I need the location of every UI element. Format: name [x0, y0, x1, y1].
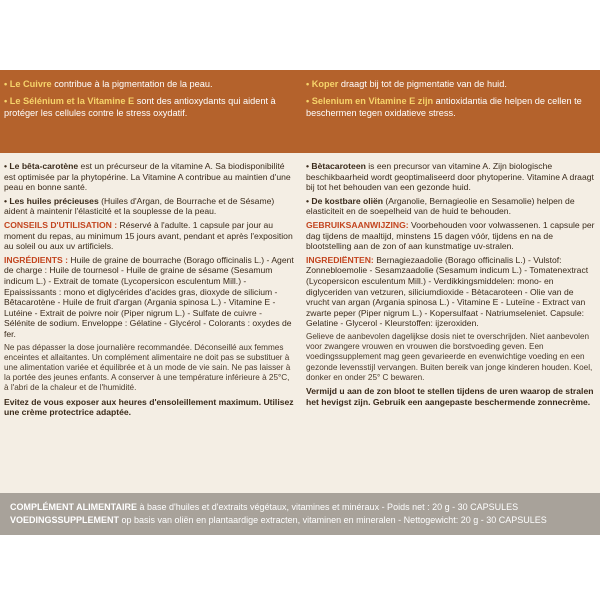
conseils-section: [4, 220, 295, 252]
product-line-nl: [10, 515, 547, 525]
ingredients-section-nl: [306, 255, 596, 329]
koper-text: draagt bij tot de pigmentatie van de huid.: [338, 79, 507, 89]
product-type-fr: COMPLÉMENT ALIMENTAIRE: [10, 502, 137, 512]
cuivre-claim: [4, 78, 294, 90]
selenium-text-nl: antioxidantia die helpen de cellen te beschermen tegen oxidatieve stress.: [306, 96, 582, 118]
beta-text-fr: est un précurseur de la vitamine A. Sa biodisponibilité est optimisée par la phytopérine. La Vitamine A contribue au maintien d'une peau en bonne santé.: [4, 161, 291, 193]
top-band-nl-column: [306, 78, 596, 124]
ingredients-title-fr: INGRÉDIENTS :: [4, 254, 68, 265]
olien-lead-nl: • De kostbare oliën: [306, 195, 384, 206]
cuivre-text: contribue à la pigmentation de la peau.: [51, 79, 213, 89]
koper-claim: [306, 78, 596, 90]
selenium-text-fr: sont des antioxydants qui aident à protéger les cellules contre le stress oxydatif.: [4, 96, 276, 118]
gebruik-title: GEBRUIKSAANWIJZING:: [306, 219, 409, 230]
gebruik-section: [306, 220, 596, 252]
selenium-claim-fr: [4, 95, 294, 119]
bottom-band: [0, 493, 600, 535]
top-band: [0, 70, 600, 153]
conseils-text: Réservé à l'adulte. 1 capsule par jour au moment du repas, au minimum 15 jours avant, pendant et après l'exposition au soleil ou aux uv artificiels.: [4, 219, 293, 252]
olien-text-nl: (Arganolie, Bernagieolie en Sesamolie) helpen de elasticiteit en de soepelheid van de huid te behouden.: [306, 195, 575, 217]
beta-lead-fr: • Le bêta-carotène: [4, 161, 79, 171]
product-type-nl: VOEDINGSSUPPLEMENT: [10, 515, 120, 525]
selenium-lead-fr: • Le Sélénium et la Vitamine E: [4, 96, 135, 106]
ingredients-text-fr: Huile de graine de bourrache (Borago officinalis L.) - Agent de charge : Huile de tournesol - Huile de graine de sésame (Sesamum indicum L.) - Extrait de tomate (Lycopersicon esculentum Mill.) - Epaississants : mono et diglycérides d'acides gras, dioxyde de silicium - Bêtacarotène - Huile de fruit d'argan (Argania spinosa L.) - Vitamine E - Lutéine - Extrait de poivre noir (Piper nigrum L.) - Sulfate de cuivre - Sélénite de sodium. Enveloppe : Gélatine - Glycérol - Colorants : oxydes de fer.: [4, 254, 294, 339]
huiles-text-fr: (Huiles d'Argan, de Bourrache et de Sésame) aident à maintenir l'élasticité et la souplesse de la peau.: [4, 195, 275, 217]
sun-warning-nl: Vermijd u aan de zon bloot te stellen tijdens de uren waarop de stralen het hevigst zijn. Gebruik een aangepaste beschermende zonnecrème.: [306, 385, 594, 407]
beta-carotene-claim-nl: [306, 161, 596, 193]
selenium-claim-nl: [306, 95, 596, 119]
dutch-column: [306, 161, 596, 410]
huiles-claim-fr: [4, 196, 295, 217]
product-desc-nl: op basis van oliën en plantaardige extracten, vitaminen en mineralen - Nettogewicht: 20 g - 30 CAPSULES: [119, 515, 547, 525]
ingredients-text-nl: Bernagiezaadolie (Borago officinalis L.) - Vulstof: Zonnebloemolie - Sesamzaadolie (Sesamum indicum L.) - Tomatenextract (Lycopersicon esculentum Mill.) - Verdikkingsmiddelen: mono- en diglyceriden van vetzuren, siliciumdioxide - Bètacaroteen - Olie van de vrucht van argan (Argania spinosa L.) - Vitamine E - Luteïne - Extract van zwarte peper (Piper nigrum L.) - Kopersulfaat - Natriumseleniet. Capsule: Gelatine - Glycerol - Kleurstoffen: ijzeroxiden.: [306, 254, 589, 329]
product-desc-fr: à base d'huiles et d'extraits végétaux, vitamines et minéraux - Poids net : 20 g - 30 CAPSULES: [137, 502, 519, 512]
koper-lead: • Koper: [306, 79, 339, 89]
beta-lead-nl: • Bètacaroteen: [306, 161, 366, 171]
selenium-lead-nl: • Selenium en Vitamine E zijn: [306, 96, 434, 106]
beta-text-nl: is een precursor van vitamine A. Zijn biologische beschikbaarheid wordt geoptimaliseerd door phytoperine. Vitamine A draagt bij tot het behouden van een gezonde huid.: [306, 161, 594, 193]
olien-claim-nl: [306, 196, 596, 217]
warning-text-nl: Gelieve de aanbevolen dagelijkse dosis niet te overschrijden. Niet aanbevolen voor zwangere vrouwen en vrouwen die borstvoeding geven. Een voedingssupplement mag geen gevarieerde en evenwichtige voeding en een gezonde levensstijl vervangen. Buiten bereik van jonge kinderen houden. Koel, donker en onder 25° C bewaren.: [306, 331, 593, 382]
sun-warning-fr: Evitez de vous exposer aux heures d'ensoleillement maximum. Utilisez une crème protectrice adaptée.: [4, 396, 294, 418]
ingredients-section-fr: [4, 255, 295, 340]
cuivre-lead: • Le Cuivre: [4, 79, 52, 89]
gebruik-text: Voorbehouden voor volwassenen. 1 capsule per dag tijdens de maaltijd, minstens 15 dagen vóór, tijdens en na de blootstelling aan de zon of aan kunstmatige uv-stralen.: [306, 219, 595, 252]
label-panel: [0, 153, 600, 493]
beta-carotene-claim-fr: [4, 161, 295, 193]
french-column: [4, 161, 295, 421]
warning-text-fr: Ne pas dépasser la dose journalière recommandée. Déconseillé aux femmes enceintes et allaitantes. Un complément alimentaire ne doit pas se substituer à une alimentation variée et équilibrée et à un mode de vie sain. Ne pas laisser à la portée des jeunes enfants. A conserver à une température inférieure à 25°C, à l'abri de la chaleur et de l'humidité.: [4, 342, 291, 393]
top-band-fr-column: [4, 78, 294, 124]
conseils-title: CONSEILS D'UTILISATION :: [4, 219, 118, 230]
ingredients-title-nl: INGREDIËNTEN:: [306, 254, 374, 265]
product-line-fr: [10, 502, 518, 512]
huiles-lead-fr: • Les huiles précieuses: [4, 195, 99, 206]
